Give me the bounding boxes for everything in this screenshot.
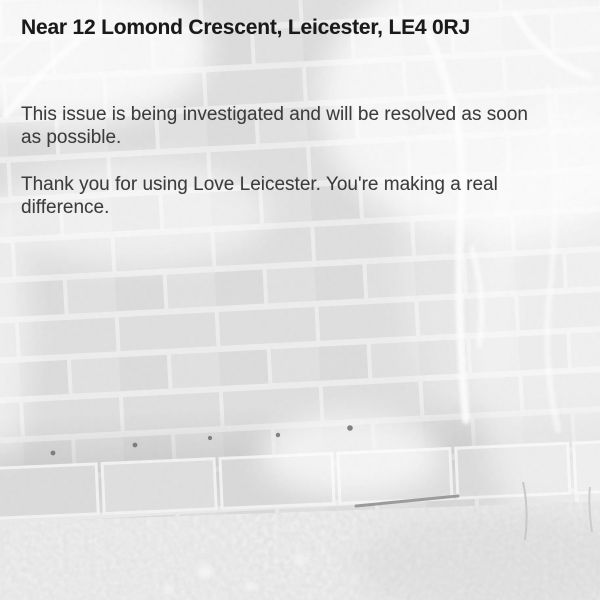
thanks-message: [21, 173, 584, 219]
report-text-overlay: [21, 15, 584, 219]
location-title: Near 12 Lomond Crescent, Leicester, LE4 0RJ: [21, 16, 470, 39]
thanks-message-line-2: difference.: [21, 197, 110, 218]
status-message-line-1: This issue is being investigated and will be resolved as soon: [21, 104, 528, 125]
status-message: [21, 103, 584, 149]
status-message-line-2: as possible.: [21, 127, 122, 148]
thanks-message-line-1: Thank you for using Love Leicester. You're making a real: [21, 174, 498, 195]
